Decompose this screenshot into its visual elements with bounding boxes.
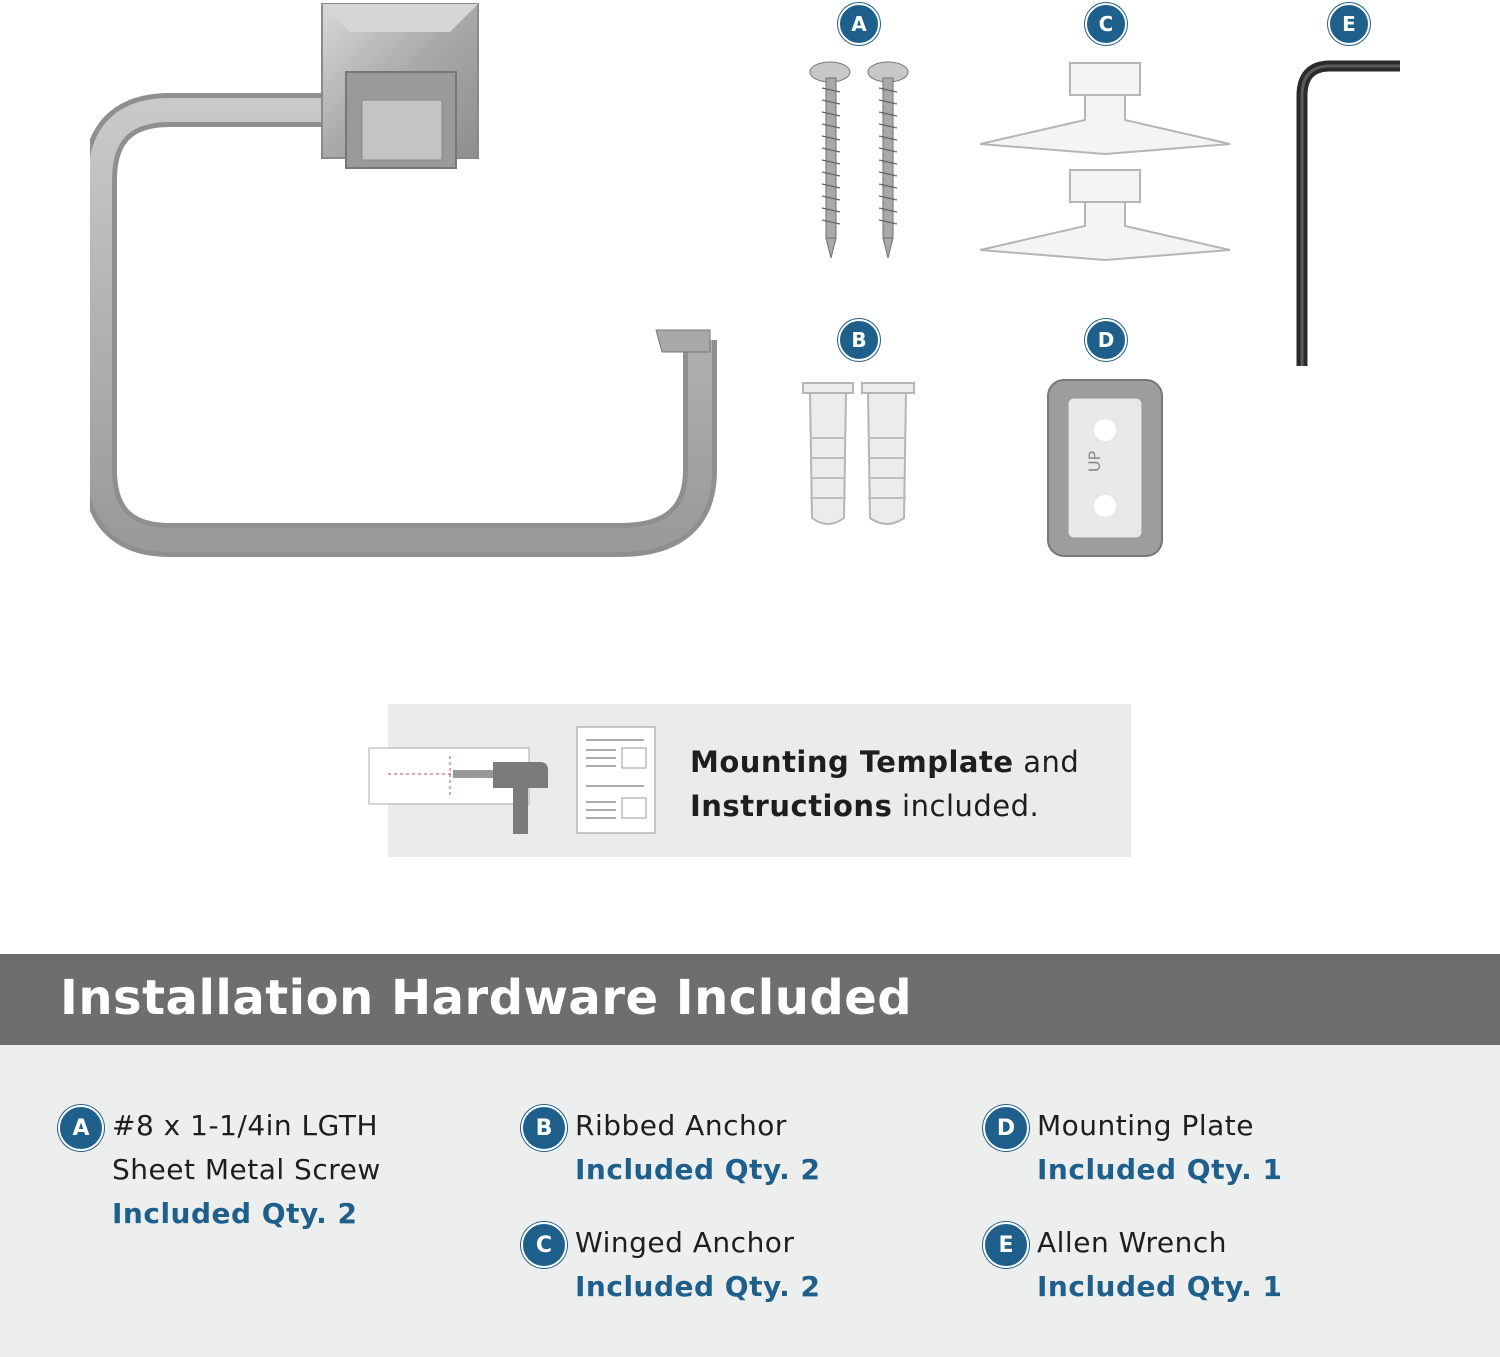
item-b-qty: Included Qty. 2	[575, 1153, 821, 1186]
hardware-item-e	[1037, 1221, 1283, 1309]
item-badge-d: D	[983, 1105, 1029, 1151]
screw-image	[800, 58, 920, 263]
badge-e: E	[1328, 3, 1370, 45]
item-badge-e: E	[983, 1222, 1029, 1268]
hardware-item-a	[112, 1104, 381, 1236]
instructions-document-icon	[576, 726, 658, 836]
item-e-qty: Included Qty. 1	[1037, 1270, 1283, 1303]
drill-template-icon	[368, 744, 553, 839]
item-a-qty: Included Qty. 2	[112, 1197, 358, 1230]
badge-c: C	[1085, 3, 1127, 45]
item-badge-b: B	[521, 1105, 567, 1151]
template-note-bold1: Mounting Template	[690, 745, 1014, 779]
section-banner	[0, 954, 1500, 1045]
item-badge-c: C	[521, 1222, 567, 1268]
item-c-line1: Winged Anchor	[575, 1226, 795, 1259]
item-b-line1: Ribbed Anchor	[575, 1109, 787, 1142]
ribbed-anchor-image	[800, 378, 920, 530]
item-d-line1: Mounting Plate	[1037, 1109, 1254, 1142]
template-note-bold2: Instructions	[690, 789, 893, 823]
item-e-line1: Allen Wrench	[1037, 1226, 1228, 1259]
template-note-plain1: and	[1013, 745, 1080, 779]
plate-up-mark: UP	[1085, 450, 1105, 473]
template-note	[690, 740, 1079, 828]
item-badge-a: A	[58, 1105, 104, 1151]
mounting-plate-image	[1046, 378, 1164, 558]
towel-ring-image	[90, 0, 730, 560]
winged-anchor-image	[975, 58, 1235, 263]
item-a-line1: #8 x 1-1/4in LGTH	[112, 1109, 379, 1142]
hardware-item-d	[1037, 1104, 1283, 1192]
section-title: Installation Hardware Included	[60, 970, 913, 1026]
item-d-qty: Included Qty. 1	[1037, 1153, 1283, 1186]
allen-wrench-image	[1290, 56, 1405, 371]
badge-a: A	[838, 3, 880, 45]
template-note-plain2: included.	[892, 789, 1040, 823]
badge-b: B	[838, 319, 880, 361]
item-c-qty: Included Qty. 2	[575, 1270, 821, 1303]
badge-d: D	[1085, 319, 1127, 361]
hardware-item-c	[575, 1221, 821, 1309]
item-a-line2: Sheet Metal Screw	[112, 1153, 381, 1186]
hardware-item-b	[575, 1104, 821, 1192]
